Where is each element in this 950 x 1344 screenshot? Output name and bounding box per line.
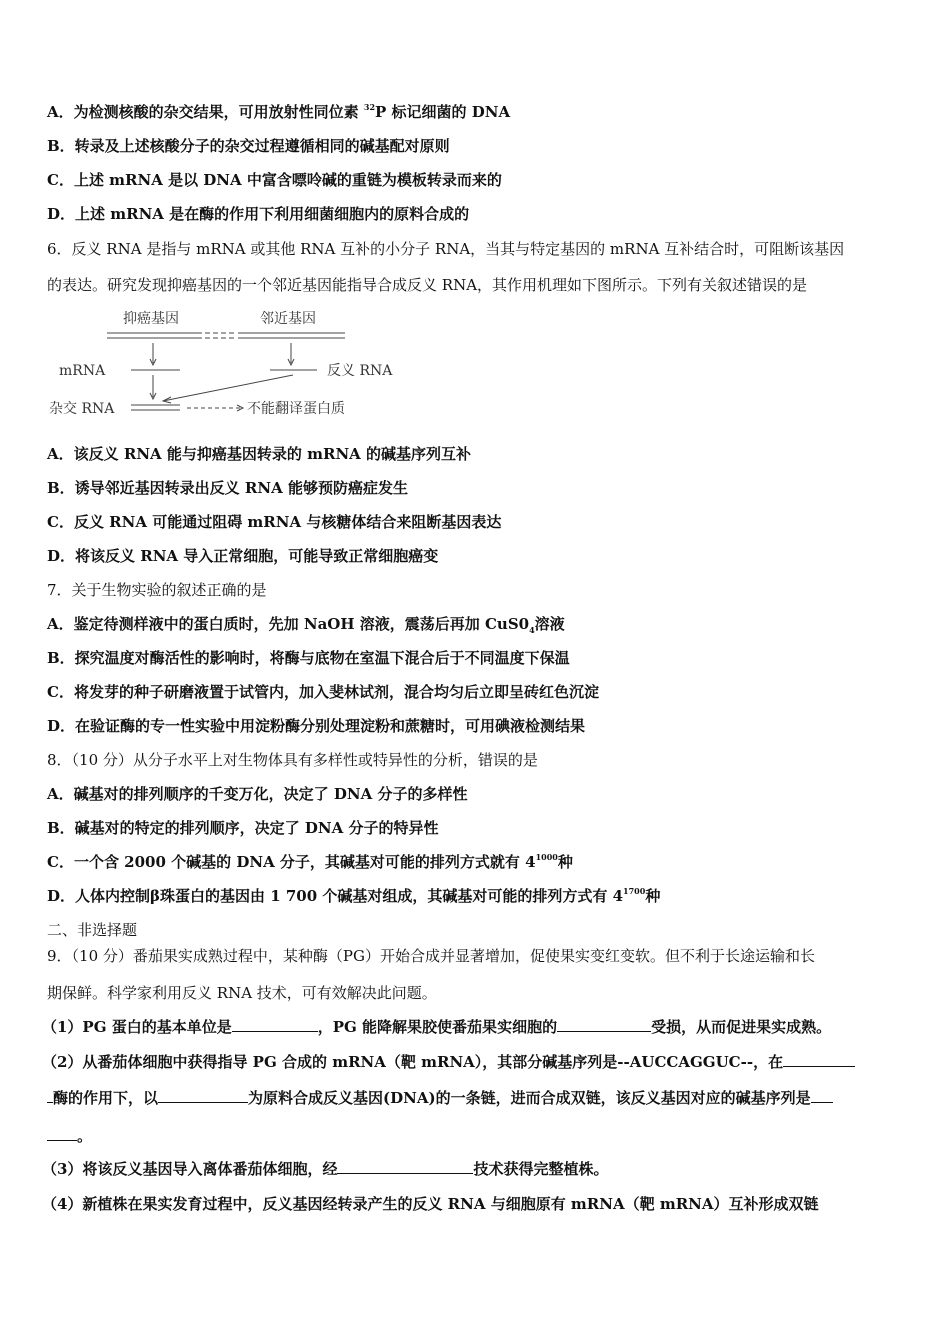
text: 溶液 <box>534 615 565 633</box>
superscript: 1000 <box>535 852 558 862</box>
adjacent-gene-label: 邻近基因 <box>260 311 316 327</box>
answer-blank[interactable] <box>811 1088 833 1103</box>
q9-stem-line2: 期保鲜。科学家利用反义 RNA 技术，可有效解决此问题。 <box>47 984 437 1002</box>
q5-option-d: D．上述 mRNA 是在酶的作用下利用细菌细胞内的原料合成的 <box>47 205 470 223</box>
q9-part1 <box>42 1017 831 1037</box>
text: D．人体内控制β珠蛋白的基因由 1 700 个碱基对组成，其碱基对可能的排列方式有 4 <box>47 887 624 905</box>
q8-option-a: A．碱基对的排列顺序的千变万化，决定了 DNA 分子的多样性 <box>47 785 468 803</box>
superscript: 32 <box>363 102 376 112</box>
no-translation-label: 不能翻译蛋白质 <box>247 401 345 417</box>
q8-stem: 8．（10 分）从分子水平上对生物体具有多样性或特异性的分析，错误的是 <box>47 751 538 769</box>
answer-blank[interactable] <box>232 1017 318 1032</box>
q9-part2-line1 <box>42 1052 855 1072</box>
q9-stem-line1: 9．（10 分）番茄果实成熟过程中，某种酶（PG）开始合成并显著增加，促使果实变红变软。但不利于长途运输和长 <box>47 947 815 965</box>
text: （1）PG 蛋白的基本单位是 <box>42 1018 232 1036</box>
q7-option-b: B．探究温度对酶活性的影响时，将酶与底物在室温下混合后于不同温度下保温 <box>47 649 570 667</box>
q5-option-a <box>47 102 510 122</box>
q7-option-d: D．在验证酶的专一性实验中用淀粉酶分别处理淀粉和蔗糖时，可用碘液检测结果 <box>47 717 586 735</box>
q5-option-c: C．上述 mRNA 是以 DNA 中富含嘌呤碱的重链为模板转录而来的 <box>47 171 502 189</box>
q9-part2-line2 <box>47 1088 833 1108</box>
text: A．为检测核酸的杂交结果，可用放射性同位素 <box>47 103 364 121</box>
q6-option-d: D．将该反义 RNA 导入正常细胞，可能导致正常细胞癌变 <box>47 547 439 565</box>
antisense-rna-label: 反义 RNA <box>327 363 393 379</box>
text: （3）将该反义基因导入离体番茄体细胞，经 <box>42 1160 338 1178</box>
answer-blank[interactable] <box>557 1017 651 1032</box>
text: 。 <box>77 1127 93 1145</box>
q8-option-d <box>47 886 660 906</box>
q7-option-a <box>47 614 565 634</box>
text: C．一个含 2000 个碱基的 DNA 分子，其碱基对可能的排列方式就有 4 <box>47 853 536 871</box>
q8-option-b: B．碱基对的特定的排列顺序，决定了 DNA 分子的特异性 <box>47 819 439 837</box>
antisense-rna-diagram <box>45 303 405 423</box>
subscript: 4 <box>529 625 535 635</box>
q6-option-a: A．该反义 RNA 能与抑癌基因转录的 mRNA 的碱基序列互补 <box>47 445 472 463</box>
q9-part3 <box>42 1159 608 1179</box>
text: A．鉴定待测样液中的蛋白质时，先加 NaOH 溶液，震荡后再加 CuS0 <box>47 615 530 633</box>
q6-option-c: C．反义 RNA 可能通过阻碍 mRNA 与核糖体结合来阻断基因表达 <box>47 513 502 531</box>
tumor-suppressor-gene-label: 抑癌基因 <box>123 311 179 327</box>
text: 技术获得完整植株。 <box>473 1160 609 1178</box>
text: 种 <box>557 853 573 871</box>
answer-blank[interactable] <box>337 1159 473 1174</box>
text: 受损，从而促进果实成熟。 <box>651 1018 832 1036</box>
q7-stem: 7．关于生物实验的叙述正确的是 <box>47 581 267 599</box>
text: （2）从番茄体细胞中获得指导 PG 合成的 mRNA（靶 mRNA），其部分碱基序列是--AUCCAGGUC--，在 <box>42 1053 784 1071</box>
text: 酶的作用下，以 <box>53 1089 159 1107</box>
q6-stem-line1: 6．反义 RNA 是指与 mRNA 或其他 RNA 互补的小分子 RNA，当其与特定基因的 mRNA 互补结合时，可阻断该基因 <box>47 240 845 258</box>
text: 种 <box>645 887 661 905</box>
mrna-label: mRNA <box>59 363 106 379</box>
section-heading: 二、非选择题 <box>47 921 138 939</box>
hybrid-rna-label: 杂交 RNA <box>49 401 115 417</box>
superscript: 1700 <box>623 886 646 896</box>
answer-blank[interactable] <box>783 1052 855 1067</box>
answer-blank[interactable] <box>158 1088 248 1103</box>
answer-blank[interactable] <box>47 1126 77 1141</box>
q9-part4: （4）新植株在果实发育过程中，反义基因经转录产生的反义 RNA 与细胞原有 mRNA（靶 mRNA）互补形成双链 <box>42 1195 819 1213</box>
q7-option-c: C．将发芽的种子研磨液置于试管内，加入斐林试剂，混合均匀后立即呈砖红色沉淀 <box>47 683 599 701</box>
q6-option-b: B．诱导邻近基因转录出反义 RNA 能够预防癌症发生 <box>47 479 408 497</box>
q6-stem-line2: 的表达。研究发现抑癌基因的一个邻近基因能指导合成反义 RNA，其作用机理如下图所示。下列有关叙述错误的是 <box>47 276 808 294</box>
text: 为原料合成反义基因(DNA)的一条链，进而合成双链，该反义基因对应的碱基序列是 <box>248 1089 811 1107</box>
q8-option-c <box>47 852 573 872</box>
text: P 标记细菌的 DNA <box>375 103 511 121</box>
text: ，PG 能降解果胶使番茄果实细胞的 <box>317 1018 558 1036</box>
q9-part2-line3 <box>47 1126 92 1146</box>
q5-option-b: B．转录及上述核酸分子的杂交过程遵循相同的碱基配对原则 <box>47 137 450 155</box>
